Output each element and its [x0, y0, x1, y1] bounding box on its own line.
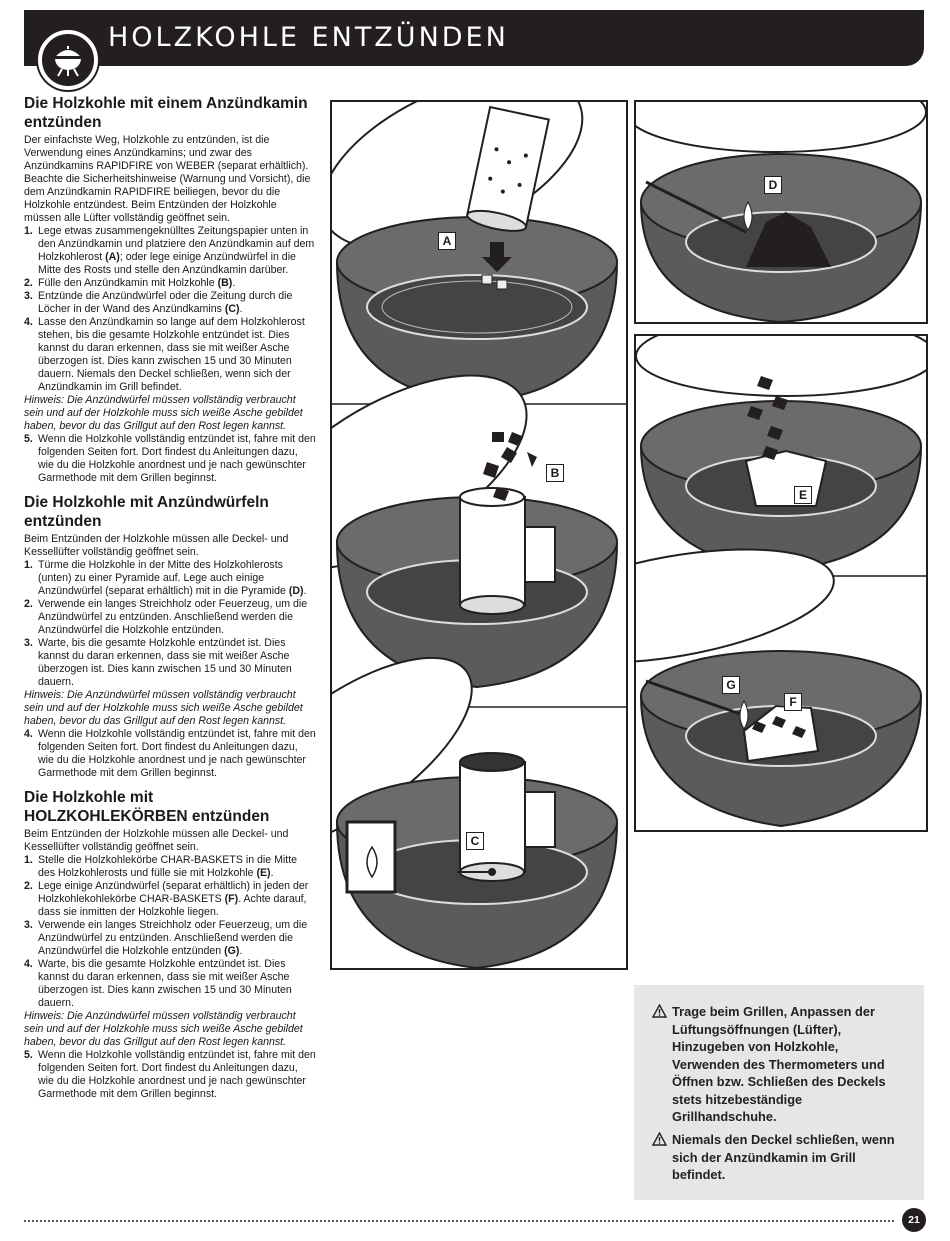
- section-intro: Der einfachste Weg, Holzkohle zu entzünden, ist die Verwendung eines Anzündkamins; und zwar des Anzündkamins RAPIDFIRE von WEBER (separat erhältlich). Beachte die Sicherheitshinweise (Warnung und Vorsicht), die dem Anzündkamin RAPIDFIRE beiliegen, bevor du die Holzkohle entzündest. Beim Entzünden der Holzkohle müssen alle Lüfter vollständig geöffnet sein.: [24, 134, 311, 224]
- warning-item: [652, 1131, 902, 1184]
- step-text: Verwende ein langes Streichholz oder Feuerzeug, um die Anzündwürfel zu entzünden. Anschließend werden die Anzündwürfel die Holzkohle entzünden: [38, 919, 308, 957]
- step-number: 1.: [24, 559, 33, 571]
- step-number: 1.: [24, 225, 33, 237]
- figure-ref: (D): [288, 585, 304, 597]
- figure-ref: (B): [217, 277, 233, 289]
- step-list: [24, 854, 316, 1010]
- step-number: 1.: [24, 854, 33, 866]
- step-item: [24, 225, 316, 277]
- step-item: [24, 290, 316, 316]
- warning-text: Niemals den Deckel schließen, wenn sich der Anzündkamin im Grill befindet.: [672, 1132, 895, 1182]
- baskets-illustration-panel: [634, 334, 928, 832]
- step-number: 2.: [24, 277, 33, 289]
- warning-icon: [652, 1004, 667, 1018]
- page-title: HOLZKOHLE ENTZÜNDEN: [108, 22, 509, 53]
- step-item: [24, 880, 316, 919]
- step-text: Warte, bis die gesamte Holzkohle entzündet ist. Dies kannst du daran erkennen, dass sie mit weißer Asche überzogen ist. Dies kann zwischen 15 und 30 Minuten dauern.: [38, 958, 292, 1009]
- baskets-illustration: [636, 336, 926, 830]
- chimney-illustration-panel: [330, 100, 628, 970]
- section-title: Die Holzkohle mit Anzündwürfeln entzünden: [24, 494, 269, 530]
- step-number: 4.: [24, 728, 33, 740]
- step-text: Lege etwas zusammengeknülltes Zeitungspapier unten in den Anzündkamin und platziere den Anzündkamin auf dem Holzkohlerost: [38, 225, 315, 263]
- step-text: Verwende ein langes Streichholz oder Feuerzeug, um die Anzündwürfel zu entzünden. Anschließend werden die Anzündwürfel die Holzkohle entzünden.: [38, 598, 308, 636]
- step-number: 5.: [24, 433, 33, 445]
- figure-ref: (A): [105, 251, 120, 263]
- step-list: [24, 225, 316, 394]
- note-text: Hinweis: Die Anzündwürfel müssen vollständig verbraucht sein und auf der Holzkohle muss sich weiße Asche gebildet haben, bevor du das Grillgut auf den Rost legen kannst.: [24, 394, 303, 432]
- step-text: Warte, bis die gesamte Holzkohle entzündet ist. Dies kannst du daran erkennen, dass sie mit weißer Asche überzogen ist. Dies kann zwischen 15 und 30 Minuten dauern.: [38, 637, 292, 688]
- note-text: Hinweis: Die Anzündwürfel müssen vollständig verbraucht sein und auf der Holzkohle muss sich weiße Asche gebildet haben, bevor du das Grillgut auf den Rost legen kannst.: [24, 1010, 303, 1048]
- step-text: Wenn die Holzkohle vollständig entzündet ist, fahre mit den folgenden Seiten fort. Dort findest du Anleitungen dazu, wie du die Holzkohle anordnest und je nach gewünschter Garmethode mit dem Grillen beginnst.: [38, 1049, 316, 1100]
- step-number: 4.: [24, 958, 33, 970]
- figure-ref: (F): [224, 893, 239, 905]
- section-intro: Beim Entzünden der Holzkohle müssen alle Deckel- und Kessellüfter vollständig geöffnet sein.: [24, 533, 289, 558]
- pyramid-illustration-panel: [634, 100, 928, 324]
- step-item: [24, 919, 316, 958]
- figure-ref: (E): [256, 867, 271, 879]
- step-list: [24, 433, 316, 485]
- weber-logo-icon: [38, 30, 98, 90]
- step-number: 3.: [24, 637, 33, 649]
- figure-label-d: D: [764, 176, 782, 194]
- step-text: Wenn die Holzkohle vollständig entzündet ist, fahre mit den folgenden Seiten fort. Dort findest du Anleitungen dazu, wie du die Holzkohle anordnest und je nach gewünschter Garmethode mit dem Grillen beginnst.: [38, 433, 316, 484]
- footer-divider: [24, 1220, 894, 1222]
- text-column: [24, 94, 316, 1101]
- step-text: Fülle den Anzündkamin mit Holzkohle: [38, 277, 218, 289]
- step-number: 5.: [24, 1049, 33, 1061]
- figure-label-f: F: [784, 693, 802, 711]
- step-item: [24, 1049, 316, 1101]
- step-text: Stelle die Holzkohlekörbe CHAR-BASKETS in die Mitte des Holzkohlerosts und fülle sie mit Holzkohle: [38, 854, 298, 879]
- step-text-tail: .: [232, 277, 236, 289]
- figure-ref: (C): [224, 303, 240, 315]
- warning-text: Trage beim Grillen, Anpassen der Lüftungsöffnungen (Lüfter), Hinzugeben von Holzkohle, Verwenden des Thermometers und Öffnen bzw. Schließen des Deckels stets hitzebeständige Grillhandschuhe.: [672, 1004, 886, 1124]
- step-item: [24, 598, 316, 637]
- warning-icon: [652, 1132, 667, 1146]
- step-list: [24, 559, 316, 689]
- figure-ref: (G): [224, 945, 240, 957]
- step-text-tail: .: [303, 585, 307, 597]
- step-number: 3.: [24, 919, 33, 931]
- warning-box: [634, 985, 924, 1200]
- section-title: [24, 788, 316, 826]
- step-text: Wenn die Holzkohle vollständig entzündet ist, fahre mit den folgenden Seiten fort. Dort findest du Anleitungen dazu, wie du die Holzkohle anordnest und je nach gewünschter Garmethode mit dem Grillen beginnst.: [38, 728, 316, 779]
- warning-item: [652, 1003, 902, 1126]
- step-item: [24, 559, 316, 598]
- step-text-tail: ; oder lege einige Anzündwürfel in die Mitte des Rosts und stelle den Anzündkamin darüber.: [38, 251, 296, 276]
- section-title-line: Die Holzkohle mit: [24, 789, 154, 806]
- section-char-baskets: [24, 788, 316, 1101]
- pyramid-illustration: [636, 102, 926, 322]
- step-item: [24, 637, 316, 689]
- step-number: 3.: [24, 290, 33, 302]
- step-text-tail: .: [239, 945, 243, 957]
- section-chimney: [24, 94, 316, 485]
- step-item: [24, 433, 316, 485]
- section-title: Die Holzkohle mit einem Anzündkamin entzünden: [24, 95, 308, 131]
- step-item: [24, 854, 316, 880]
- figure-label-a: A: [438, 232, 456, 250]
- figure-label-c: C: [466, 832, 484, 850]
- step-number: 2.: [24, 880, 33, 892]
- step-item: [24, 316, 316, 394]
- step-text: Lege einige Anzündwürfel (separat erhältlich) in jeden der Holzkohlekohlekörbe CHAR-BASKETS: [38, 880, 309, 905]
- section-intro: Beim Entzünden der Holzkohle müssen alle Deckel- und Kessellüfter vollständig geöffnet sein.: [24, 828, 289, 853]
- page-number: 21: [902, 1208, 926, 1232]
- section-firestarters: [24, 493, 316, 780]
- figure-label-e: E: [794, 486, 812, 504]
- section-title-line: HOLZKOHLEKÖRBEN entzünden: [24, 808, 270, 825]
- step-text-tail: .: [239, 303, 243, 315]
- note-text: Hinweis: Die Anzündwürfel müssen vollständig verbraucht sein und auf der Holzkohle muss sich weiße Asche gebildet haben, bevor du das Grillgut auf den Rost legen kannst.: [24, 689, 303, 727]
- step-number: 2.: [24, 598, 33, 610]
- step-text-tail: . Achte darauf, dass sie inmitten der Holzkohle liegen.: [38, 893, 307, 918]
- figure-label-g: G: [722, 676, 740, 694]
- figure-label-b: B: [546, 464, 564, 482]
- step-list: [24, 1049, 316, 1101]
- step-text-tail: .: [270, 867, 274, 879]
- step-text: Lasse den Anzündkamin so lange auf dem Holzkohlerost stehen, bis die gesamte Holzkohle entzündet ist. Dies kannst du daran erkennen, dass sie mit weißer Asche überzogen ist. Dies kann zwischen 15 und 30 Minuten dauern. Niemals den Deckel schließen, wenn sich der Anzündkamin im Grill befindet.: [38, 316, 305, 393]
- step-item: [24, 728, 316, 780]
- step-text: Türme die Holzkohle in der Mitte des Holzkohlerosts (unten) zu einer Pyramide auf. Lege auch einige Anzündwürfel (separat erhältlich) mit in die Pyramide: [38, 559, 289, 597]
- step-item: [24, 277, 316, 290]
- step-text: Entzünde die Anzündwürfel oder die Zeitung durch die Löcher in der Wand des Anzündkamins: [38, 290, 293, 315]
- step-list: [24, 728, 316, 780]
- step-item: [24, 958, 316, 1010]
- step-number: 4.: [24, 316, 33, 328]
